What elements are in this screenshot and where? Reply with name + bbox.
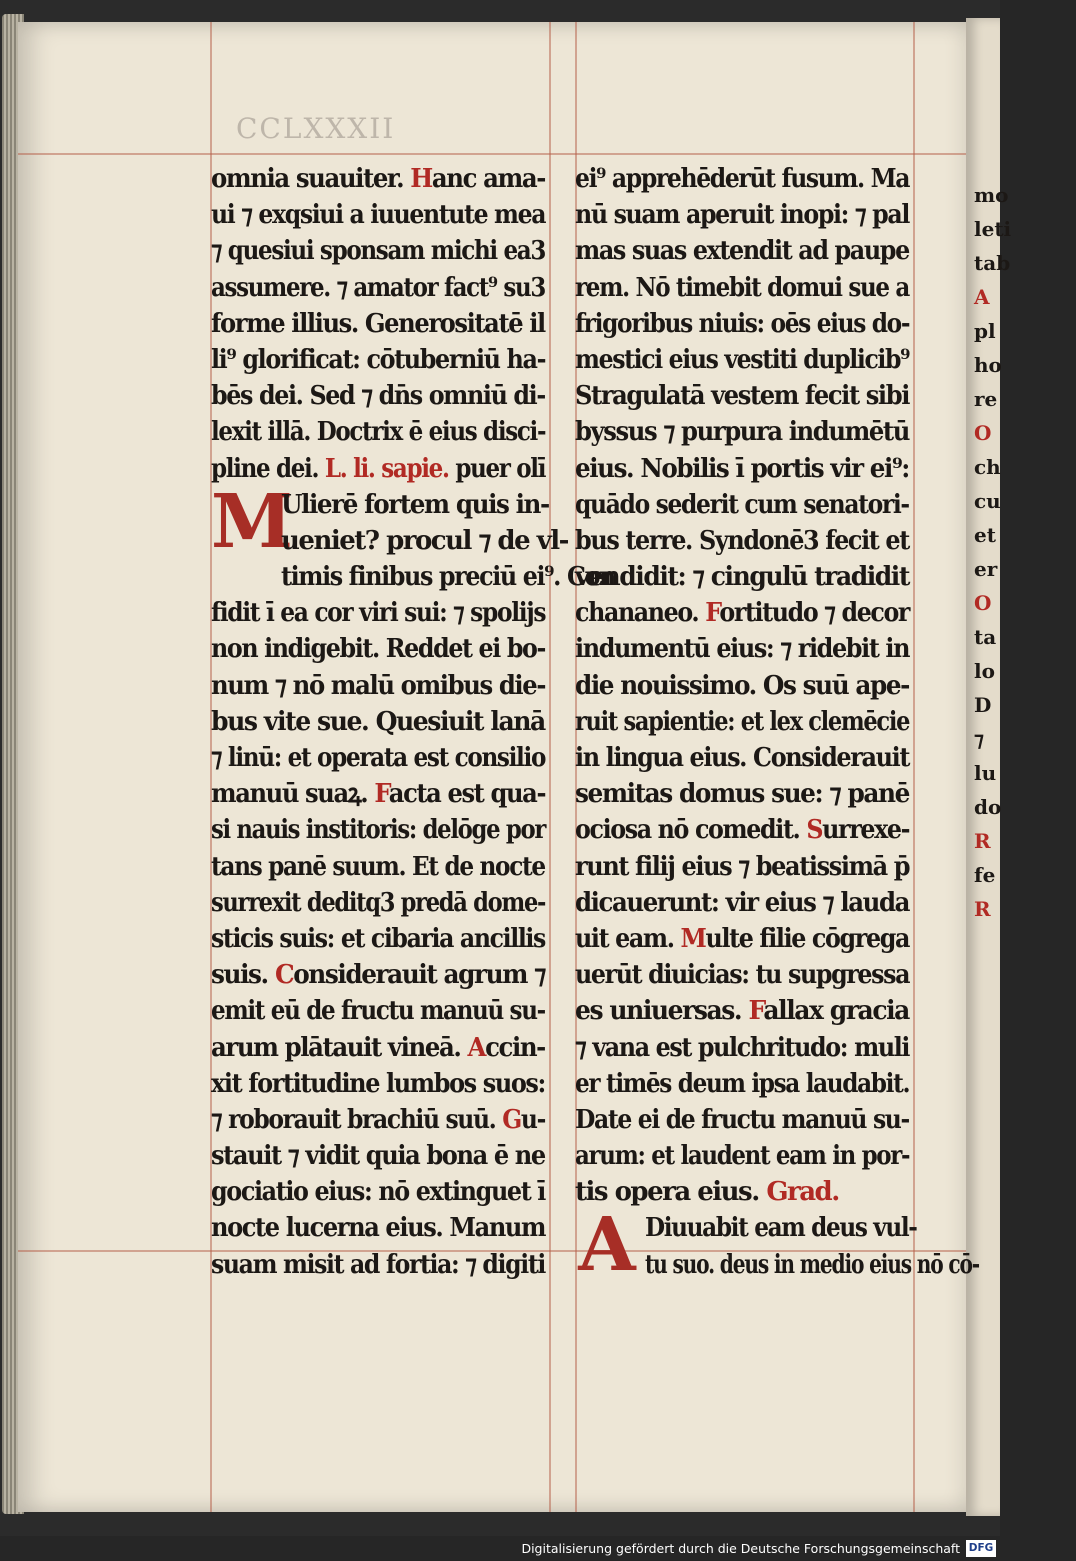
rubric-text: L. li. sapie. [324, 453, 449, 484]
text-line [211, 776, 551, 812]
text-line [211, 233, 551, 269]
text-segment: runt filij eius ⁊ beatissimā p̄ [575, 851, 910, 882]
text-line [575, 631, 915, 667]
text-line [575, 270, 915, 306]
text-line [575, 812, 915, 848]
rubric-text: S [806, 815, 823, 846]
text-segment: semitas domus sue: ⁊ panē [575, 779, 909, 810]
text-segment: mas suas extendit ad paupe [575, 236, 909, 267]
text-segment: ortitudo ⁊ decor [719, 598, 910, 629]
rubric-text: F [705, 598, 720, 629]
text-line [211, 849, 551, 885]
text-segment: assumere. ⁊ amator fact⁹ su3 [211, 272, 545, 303]
margin-fragment: O [974, 421, 992, 445]
text-line [575, 161, 915, 197]
rubric-text: H [410, 164, 432, 194]
text-segment: timis finibus preciū ei⁹. Con [281, 562, 615, 593]
text-line [211, 668, 551, 704]
text-segment: Date ei de fructu manuū su- [575, 1104, 909, 1135]
text-segment: puer olī [448, 453, 546, 484]
text-segment: pline dei. [211, 453, 325, 484]
text-line [211, 1210, 551, 1246]
margin-fragment: do [974, 795, 1002, 819]
right-text-column [575, 161, 979, 1289]
text-line [211, 957, 551, 993]
text-segment: ui ⁊ exqsiui a iuuentute mea [211, 200, 546, 231]
margin-fragment: cu [974, 489, 1001, 513]
text-line [211, 993, 551, 1029]
text-line [575, 704, 915, 740]
text-line [575, 487, 915, 523]
text-segment: lexit illā. Doctrix ē eius disci- [211, 417, 546, 448]
text-line [211, 270, 551, 306]
text-line [575, 957, 915, 993]
viewer-footer [0, 1536, 1000, 1561]
text-segment: ei⁹ apprehēderūt fusum. Ma [575, 164, 910, 194]
text-segment: ⁊ roborauit brachiū suū. [211, 1104, 503, 1135]
text-segment: urrexe- [822, 815, 910, 846]
margin-fragment: er [974, 557, 998, 581]
margin-fragment: D [974, 693, 992, 717]
margin-fragment: ho [974, 353, 1002, 377]
text-segment: vendidit: ⁊ cingulū tradidit [575, 562, 909, 593]
text-segment: omnia suauiter. [211, 164, 411, 194]
margin-fragment: mo [974, 183, 1009, 207]
text-segment: suis. [211, 960, 275, 991]
text-segment: arum: et laudent eam in por- [575, 1141, 910, 1172]
text-segment: bus vite sue. Quesiuit lanā [211, 706, 545, 737]
text-segment: suam misit ad fortia: ⁊ digiti [211, 1249, 545, 1280]
red-initial-letter: A [578, 1202, 636, 1289]
text-line [211, 740, 551, 776]
funding-credit: Digitalisierung gefördert durch die Deutsche Forschungsgemeinschaft [521, 1541, 960, 1556]
text-segment: fidit ī ea cor viri sui: ⁊ spolijs [211, 598, 546, 629]
text-segment: uerūt diuicias: tu supgressa [575, 960, 910, 991]
text-segment: surrexit deditq3 predā dome- [211, 887, 546, 918]
text-line [575, 885, 915, 921]
text-segment: tis opera eius. [575, 1177, 767, 1208]
text-segment: ⁊ vana est pulchritudo: muli [575, 1032, 910, 1063]
text-line [211, 161, 551, 197]
text-segment: onsiderauit agrum ⁊ [293, 960, 546, 991]
margin-fragment: R [974, 897, 991, 921]
text-line [575, 197, 915, 233]
text-line [575, 776, 915, 812]
text-segment: u- [520, 1104, 545, 1135]
text-line [575, 1066, 915, 1102]
text-line [575, 306, 915, 342]
text-segment: anc ama- [431, 164, 545, 194]
rubric-text: F [748, 996, 764, 1027]
left-text-column [211, 161, 615, 1283]
text-line [575, 740, 915, 776]
text-segment: eius. Nobilis ī portis vir ei⁹: [575, 453, 909, 484]
text-segment: Stragulatā vestem fecit sibi [575, 381, 909, 412]
text-segment: li⁹ glorificat: cōtuberniū ha- [211, 344, 546, 375]
text-line [575, 414, 915, 450]
text-segment: quādo sederit cum senatori- [575, 489, 909, 520]
text-line [575, 1174, 915, 1210]
margin-fragment: O [974, 591, 992, 615]
text-line [575, 849, 915, 885]
text-segment: num ⁊ nō malū omibus die- [211, 670, 546, 701]
margin-fragment: pl [974, 319, 996, 343]
text-segment: stauit ⁊ vidit quia bona ē ne [211, 1141, 545, 1172]
margin-fragment: lu [974, 761, 997, 785]
text-line [211, 812, 551, 848]
ruling-line [18, 153, 970, 155]
margin-fragment: A [974, 285, 990, 309]
text-segment: bēs dei. Sed ⁊ dn̄s omniū di- [211, 381, 545, 412]
text-line [575, 378, 915, 414]
text-line [211, 197, 551, 233]
rubric-text: C [274, 960, 294, 991]
rubric-text: F [374, 779, 389, 810]
text-line [575, 921, 915, 957]
text-line [211, 704, 551, 740]
text-segment: dicauerunt: vir eius ⁊ lauda [575, 887, 910, 918]
text-segment: er timēs deum ipsa laudabit. [575, 1068, 910, 1099]
text-line [211, 342, 551, 378]
red-initial-letter: M [211, 478, 293, 565]
folio-number: CCLXXXII [236, 112, 396, 145]
rubric-text: G [502, 1104, 521, 1135]
text-segment: die nouissimo. Os suū ape- [575, 670, 909, 701]
text-segment: mestici eius vestiti duplicib⁹ [575, 344, 910, 375]
text-line [575, 1030, 915, 1066]
text-line [211, 451, 551, 487]
text-segment: tu suo. deus in medio eius nō cō- [645, 1249, 979, 1280]
text-line [211, 1066, 551, 1102]
margin-fragment: lo [974, 659, 995, 683]
text-segment: nocte lucerna eius. Manum [211, 1213, 546, 1244]
text-line [575, 1102, 915, 1138]
margin-fragment: ⁊ [974, 727, 984, 751]
margin-fragment: et [974, 523, 996, 547]
text-segment: ⁊ linū: et operata est consilio [211, 743, 546, 773]
text-segment: sticis suis: et cibaria ancillis [211, 923, 545, 954]
text-line [211, 631, 551, 667]
text-segment: bus terre. Syndonē3 fecit et [575, 525, 909, 556]
text-line [575, 233, 915, 269]
margin-fragment: ch [974, 455, 1001, 479]
text-segment: arum plātauit vineā. [211, 1032, 468, 1063]
text-line [211, 1174, 551, 1210]
text-segment: allax gracia [763, 996, 909, 1027]
text-segment: in lingua eius. Considerauit [575, 743, 910, 773]
text-line [575, 1138, 915, 1174]
margin-fragment: R [974, 829, 991, 853]
text-segment: ociosa nō comedit. [575, 815, 807, 846]
text-segment: ulte filie cōgrega [705, 923, 910, 954]
text-line [211, 921, 551, 957]
rubric-text: Grad. [766, 1177, 839, 1208]
text-line [575, 595, 915, 631]
text-segment: Diuuabit eam deus vul- [645, 1213, 917, 1244]
text-segment: ccin- [485, 1032, 545, 1063]
text-segment: ueniet? procul ⁊ de vl- [281, 525, 568, 556]
margin-fragment: fe [974, 863, 996, 887]
text-line [211, 414, 551, 450]
text-line [575, 993, 915, 1029]
text-segment: chananeo. [575, 598, 706, 629]
text-segment: rem. Nō timebit domui sue a [575, 272, 910, 303]
text-segment: non indigebit. Reddet ei bo- [211, 634, 546, 665]
margin-fragment: re [974, 387, 998, 411]
text-line [211, 1030, 551, 1066]
text-line [211, 306, 551, 342]
text-line [575, 559, 915, 595]
dfg-logo: DFG [966, 1540, 996, 1557]
text-segment: tans panē suum. Et de nocte [211, 851, 545, 882]
text-segment: manuū suaꝝ. [211, 779, 375, 810]
next-page-margin-text [974, 178, 1012, 926]
text-segment: ruit sapientie: et lex clemēcie [575, 706, 910, 737]
text-segment: gociatio eius: nō extinguet ī [211, 1177, 545, 1208]
margin-fragment: tab [974, 251, 1011, 275]
text-segment: nū suam aperuit inopi: ⁊ pal [575, 200, 909, 231]
text-line [575, 668, 915, 704]
margin-fragment: leti [974, 217, 1012, 241]
text-line [211, 1138, 551, 1174]
text-line [211, 885, 551, 921]
text-segment: indumentū eius: ⁊ ridebit in [575, 634, 910, 665]
text-line [575, 342, 915, 378]
text-line [211, 378, 551, 414]
text-segment: uit eam. [575, 923, 681, 954]
text-segment: xit fortitudine lumbos suos: [211, 1068, 545, 1099]
text-line [211, 1102, 551, 1138]
text-segment: Ulierē fortem quis in- [281, 489, 549, 520]
rubric-text: A [467, 1032, 486, 1063]
text-segment: forme illius. Generositatē il [211, 308, 545, 339]
text-segment: acta est qua- [388, 779, 546, 810]
text-line [211, 595, 551, 631]
text-line [575, 451, 915, 487]
text-segment: ⁊ quesiui sponsam michi ea3 [211, 236, 546, 267]
rubric-text: M [680, 923, 706, 954]
text-segment: es uniuersas. [575, 996, 749, 1027]
text-segment: si nauis institoris: delōge por [211, 815, 546, 846]
margin-fragment: ta [974, 625, 997, 649]
text-line [575, 523, 915, 559]
text-segment: byssus ⁊ purpura indumētū [575, 417, 909, 448]
text-segment: frigoribus niuis: oēs eius do- [575, 308, 910, 339]
text-line [211, 1247, 551, 1283]
text-segment: emit eū de fructu manuū su- [211, 996, 545, 1027]
